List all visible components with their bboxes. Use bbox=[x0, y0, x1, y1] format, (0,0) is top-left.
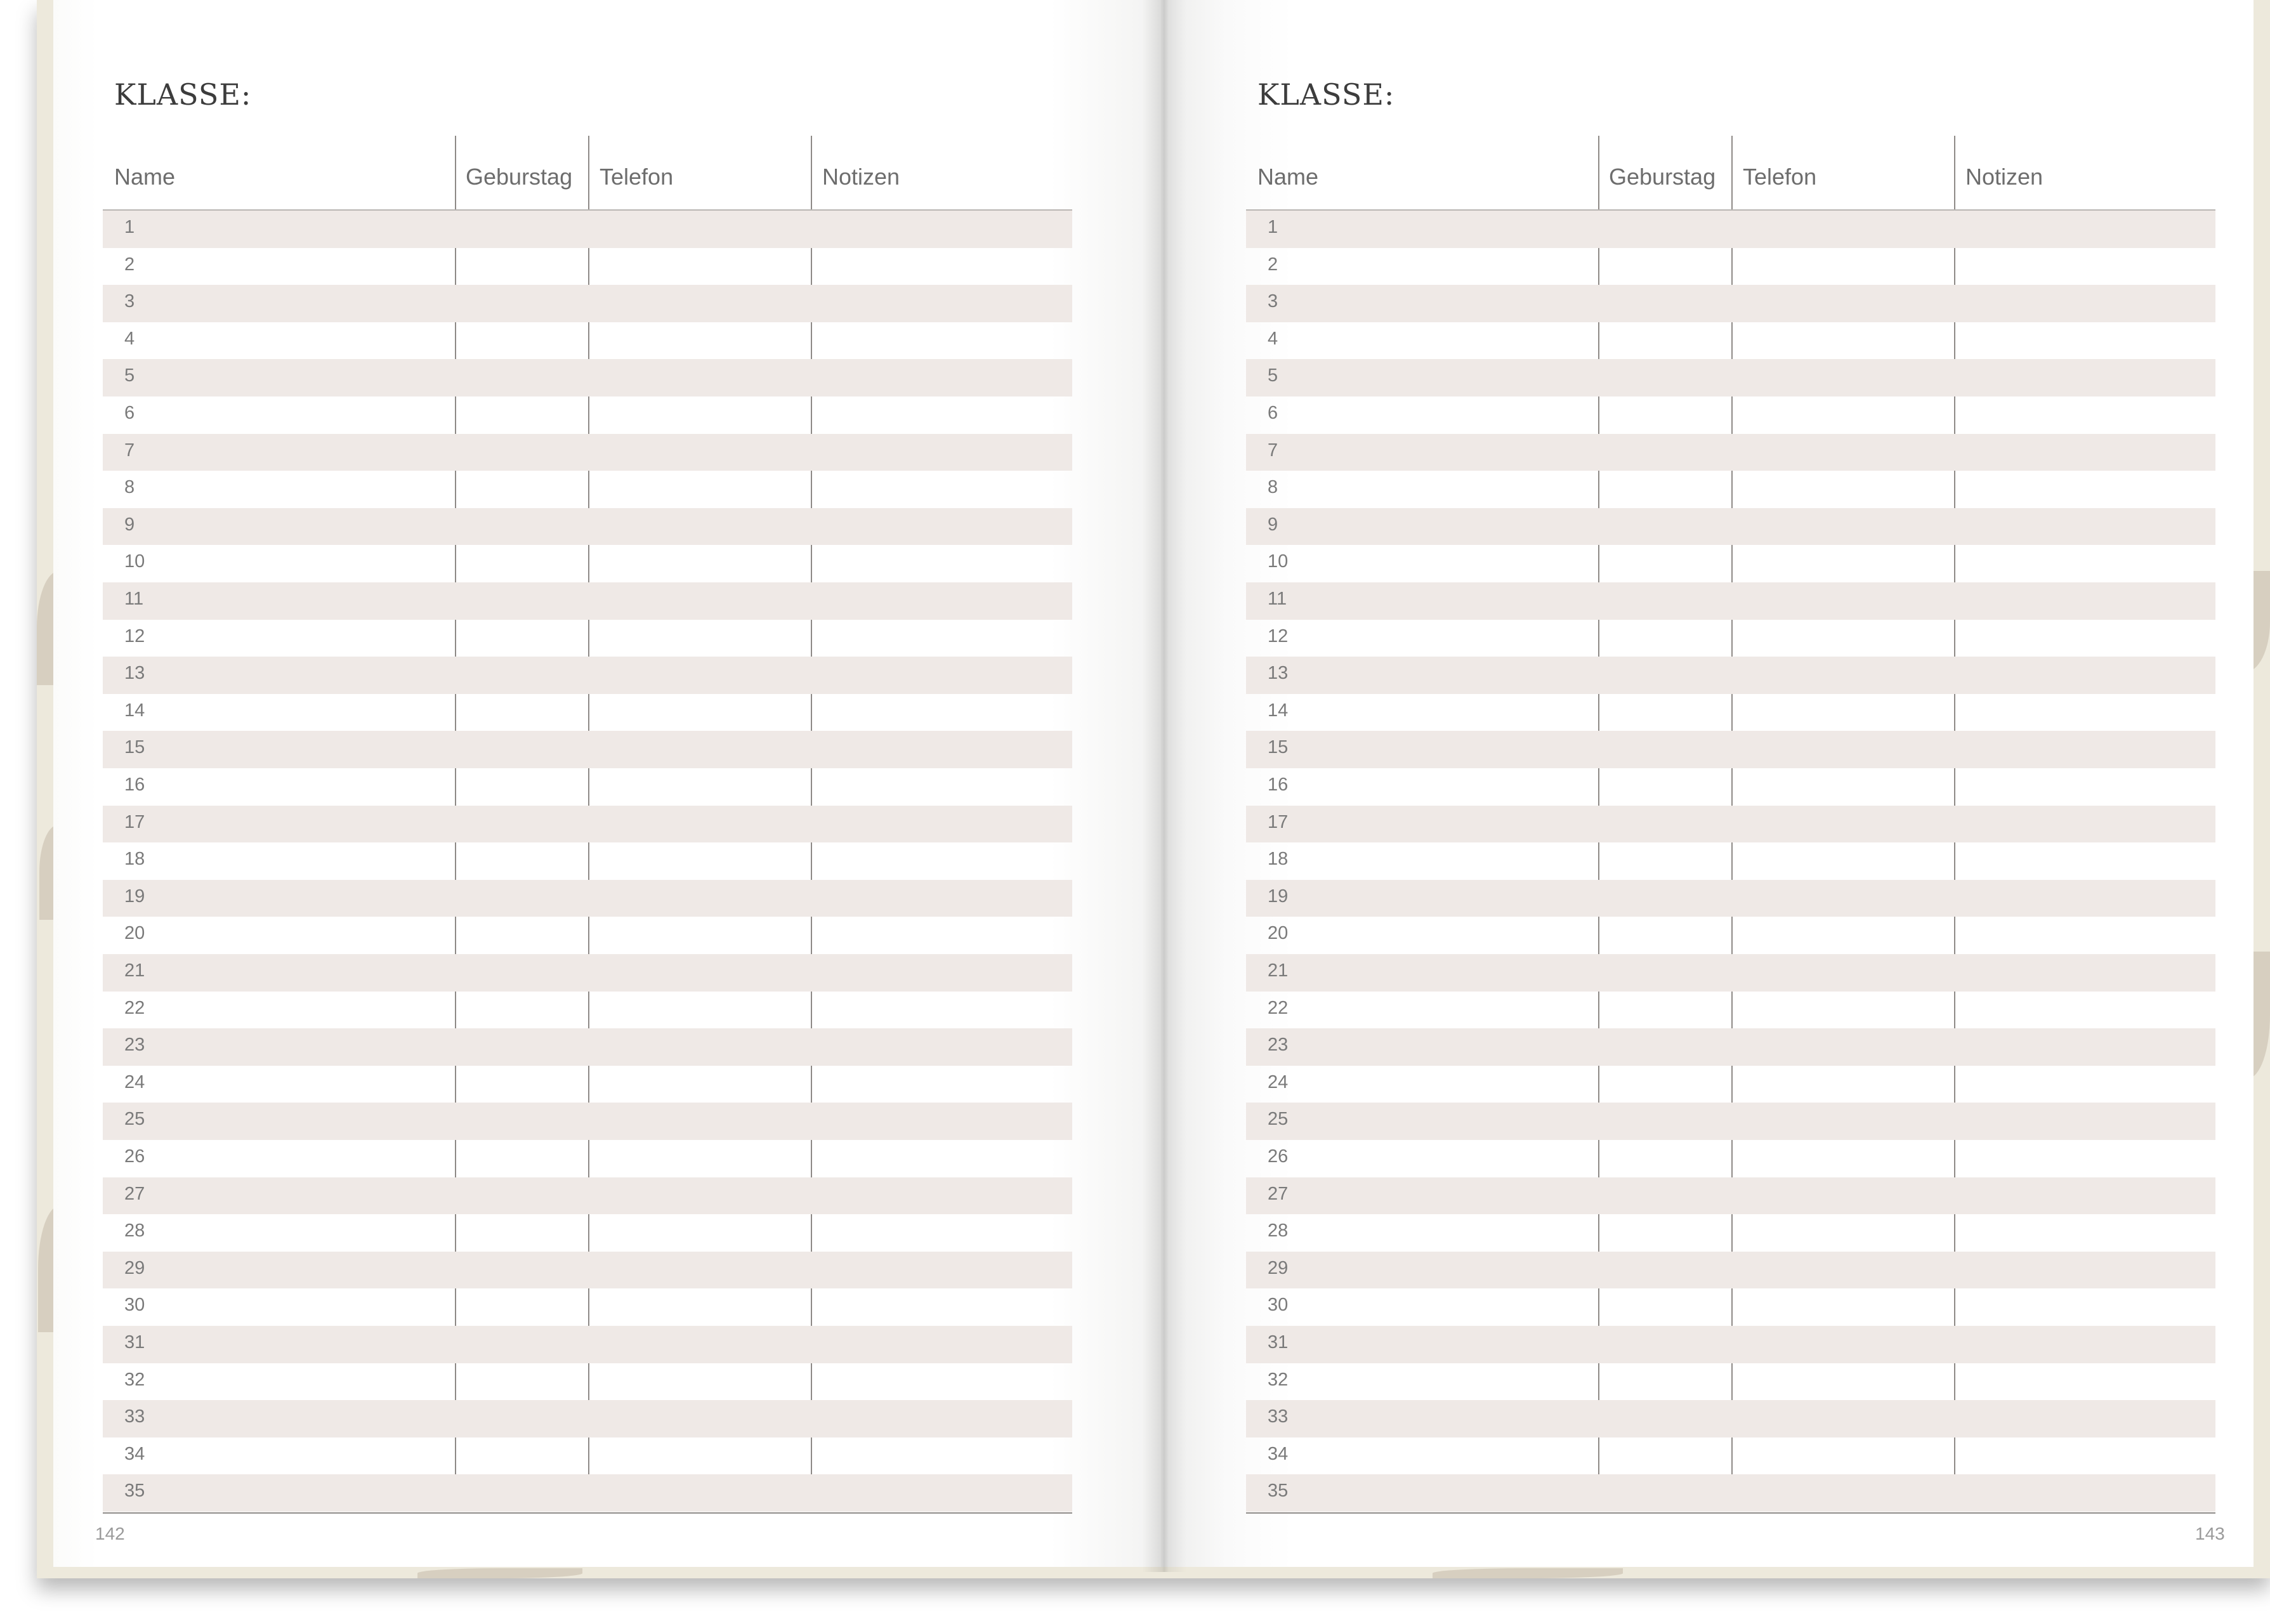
table-row bbox=[1246, 694, 2215, 731]
table-row bbox=[103, 285, 1072, 322]
row-number: 35 bbox=[124, 1481, 145, 1502]
table-row bbox=[103, 1252, 1072, 1289]
row-number: 22 bbox=[124, 997, 145, 1018]
row-number: 20 bbox=[1268, 923, 1289, 944]
table-row bbox=[1246, 731, 2215, 768]
table-row bbox=[1246, 211, 2215, 248]
table-row bbox=[1246, 471, 2215, 508]
table-row bbox=[1246, 1400, 2215, 1437]
row-number: 4 bbox=[1268, 328, 1278, 349]
row-number: 15 bbox=[1268, 737, 1289, 758]
row-number: 21 bbox=[1268, 960, 1289, 981]
table-row bbox=[1246, 359, 2215, 396]
column-header-notes: Notizen bbox=[822, 164, 900, 190]
table-row bbox=[103, 657, 1072, 694]
row-number: 20 bbox=[124, 923, 145, 944]
table-row bbox=[103, 806, 1072, 843]
row-number: 3 bbox=[124, 291, 135, 312]
table-row bbox=[103, 768, 1072, 806]
page-number: 143 bbox=[2195, 1524, 2225, 1543]
class-list-table bbox=[1246, 209, 2215, 1514]
table-row bbox=[1246, 322, 2215, 360]
row-number: 16 bbox=[1268, 775, 1289, 795]
table-row bbox=[1246, 285, 2215, 322]
column-header-notes: Notizen bbox=[1965, 164, 2044, 190]
table-row bbox=[1246, 768, 2215, 806]
table-row bbox=[1246, 842, 2215, 880]
table-row bbox=[103, 322, 1072, 360]
table-row bbox=[103, 1437, 1072, 1475]
table-row bbox=[103, 508, 1072, 546]
table-row bbox=[103, 359, 1072, 396]
row-number: 25 bbox=[124, 1109, 145, 1130]
table-row bbox=[1246, 1140, 2215, 1177]
table-row bbox=[103, 1288, 1072, 1326]
row-number: 8 bbox=[1268, 477, 1278, 498]
row-number: 5 bbox=[1268, 365, 1278, 386]
row-number: 17 bbox=[1268, 811, 1289, 832]
table-row bbox=[1246, 917, 2215, 954]
table-row bbox=[103, 1400, 1072, 1437]
row-number: 1 bbox=[1268, 217, 1278, 237]
row-number: 18 bbox=[124, 849, 145, 870]
row-number: 32 bbox=[124, 1369, 145, 1390]
table-row bbox=[103, 1177, 1072, 1215]
row-number: 12 bbox=[124, 625, 145, 646]
row-number: 34 bbox=[1268, 1443, 1289, 1464]
row-number: 5 bbox=[124, 365, 135, 386]
table-row bbox=[103, 1103, 1072, 1140]
page-title: KLASSE: bbox=[1257, 77, 1395, 112]
table-row bbox=[1246, 1363, 2215, 1401]
row-number: 19 bbox=[124, 886, 145, 907]
table-row bbox=[1246, 992, 2215, 1029]
row-number: 2 bbox=[1268, 254, 1278, 275]
table-row bbox=[103, 880, 1072, 917]
table-row bbox=[1246, 545, 2215, 582]
row-number: 7 bbox=[124, 440, 135, 461]
leaf-pattern bbox=[417, 1568, 582, 1578]
row-number: 2 bbox=[124, 254, 135, 275]
row-number: 29 bbox=[1268, 1257, 1289, 1278]
table-row bbox=[1246, 1252, 2215, 1289]
table-row bbox=[103, 1363, 1072, 1401]
row-number: 11 bbox=[1268, 589, 1287, 609]
table-row bbox=[103, 396, 1072, 434]
table-row bbox=[103, 1326, 1072, 1363]
table-row bbox=[103, 1066, 1072, 1103]
row-number: 31 bbox=[1268, 1332, 1289, 1352]
row-number: 26 bbox=[124, 1146, 145, 1167]
class-list-table bbox=[103, 209, 1072, 1514]
column-header-birthday: Geburstag bbox=[466, 164, 573, 190]
row-number: 21 bbox=[124, 960, 145, 981]
table-row bbox=[103, 842, 1072, 880]
row-number: 10 bbox=[1268, 551, 1289, 572]
row-number: 22 bbox=[1268, 997, 1289, 1018]
table-row bbox=[1246, 1028, 2215, 1066]
table-row bbox=[1246, 396, 2215, 434]
row-number: 29 bbox=[124, 1257, 145, 1278]
column-header-name: Name bbox=[1257, 164, 1319, 190]
table-row bbox=[1246, 880, 2215, 917]
row-number: 10 bbox=[124, 551, 145, 572]
table-row bbox=[1246, 1177, 2215, 1215]
leaf-pattern bbox=[1433, 1568, 1623, 1578]
row-number: 19 bbox=[1268, 886, 1289, 907]
column-header-phone: Telefon bbox=[1743, 164, 1817, 190]
table-row bbox=[103, 1474, 1072, 1512]
row-number: 24 bbox=[1268, 1071, 1289, 1092]
row-number: 9 bbox=[124, 514, 135, 535]
row-number: 30 bbox=[1268, 1295, 1289, 1316]
table-row bbox=[1246, 806, 2215, 843]
row-number: 6 bbox=[124, 403, 135, 423]
table-row bbox=[103, 1140, 1072, 1177]
row-number: 33 bbox=[124, 1406, 145, 1427]
table-row bbox=[1246, 657, 2215, 694]
table-row bbox=[103, 1214, 1072, 1252]
table-row bbox=[103, 1028, 1072, 1066]
table-row bbox=[1246, 1326, 2215, 1363]
table-row bbox=[1246, 1288, 2215, 1326]
table-row bbox=[103, 211, 1072, 248]
table-row bbox=[1246, 434, 2215, 471]
row-number: 32 bbox=[1268, 1369, 1289, 1390]
table-row bbox=[103, 694, 1072, 731]
row-number: 28 bbox=[124, 1221, 145, 1241]
table-row bbox=[103, 582, 1072, 620]
table-row bbox=[103, 992, 1072, 1029]
row-number: 7 bbox=[1268, 440, 1278, 461]
row-number: 1 bbox=[124, 217, 135, 237]
table-row bbox=[103, 917, 1072, 954]
table-row bbox=[1246, 1103, 2215, 1140]
row-number: 15 bbox=[124, 737, 145, 758]
table-row bbox=[1246, 1214, 2215, 1252]
row-number: 30 bbox=[124, 1295, 145, 1316]
table-row bbox=[103, 471, 1072, 508]
row-number: 35 bbox=[1268, 1481, 1289, 1502]
row-number: 13 bbox=[124, 663, 145, 684]
column-header-phone: Telefon bbox=[600, 164, 674, 190]
row-number: 28 bbox=[1268, 1221, 1289, 1241]
row-number: 27 bbox=[124, 1183, 145, 1204]
column-header-name: Name bbox=[114, 164, 176, 190]
row-number: 16 bbox=[124, 775, 145, 795]
row-number: 11 bbox=[124, 589, 144, 609]
table-row bbox=[103, 731, 1072, 768]
table-row bbox=[103, 434, 1072, 471]
row-number: 31 bbox=[124, 1332, 145, 1352]
row-number: 13 bbox=[1268, 663, 1289, 684]
row-number: 23 bbox=[1268, 1035, 1289, 1056]
row-number: 14 bbox=[124, 700, 145, 721]
table-row bbox=[1246, 1437, 2215, 1475]
row-number: 23 bbox=[124, 1035, 145, 1056]
row-number: 8 bbox=[124, 477, 135, 498]
row-number: 33 bbox=[1268, 1406, 1289, 1427]
row-number: 24 bbox=[124, 1071, 145, 1092]
column-header-birthday: Geburstag bbox=[1609, 164, 1716, 190]
row-number: 34 bbox=[124, 1443, 145, 1464]
row-number: 27 bbox=[1268, 1183, 1289, 1204]
row-number: 26 bbox=[1268, 1146, 1289, 1167]
row-number: 14 bbox=[1268, 700, 1289, 721]
table-row bbox=[1246, 620, 2215, 657]
row-number: 4 bbox=[124, 328, 135, 349]
page-title: KLASSE: bbox=[114, 77, 252, 112]
table-row bbox=[103, 545, 1072, 582]
table-row bbox=[1246, 1066, 2215, 1103]
right-page bbox=[1161, 0, 2254, 1567]
row-number: 6 bbox=[1268, 403, 1278, 423]
row-number: 12 bbox=[1268, 625, 1289, 646]
row-number: 18 bbox=[1268, 849, 1289, 870]
table-row bbox=[1246, 582, 2215, 620]
table-row bbox=[1246, 954, 2215, 992]
table-row bbox=[103, 248, 1072, 285]
page-number: 142 bbox=[95, 1524, 125, 1543]
left-page bbox=[53, 0, 1161, 1567]
table-row bbox=[1246, 248, 2215, 285]
book-gutter bbox=[1142, 0, 1186, 1572]
row-number: 25 bbox=[1268, 1109, 1289, 1130]
table-row bbox=[103, 954, 1072, 992]
row-number: 17 bbox=[124, 811, 145, 832]
table-row bbox=[103, 620, 1072, 657]
table-row bbox=[1246, 1474, 2215, 1512]
table-row bbox=[1246, 508, 2215, 546]
row-number: 9 bbox=[1268, 514, 1278, 535]
row-number: 3 bbox=[1268, 291, 1278, 312]
